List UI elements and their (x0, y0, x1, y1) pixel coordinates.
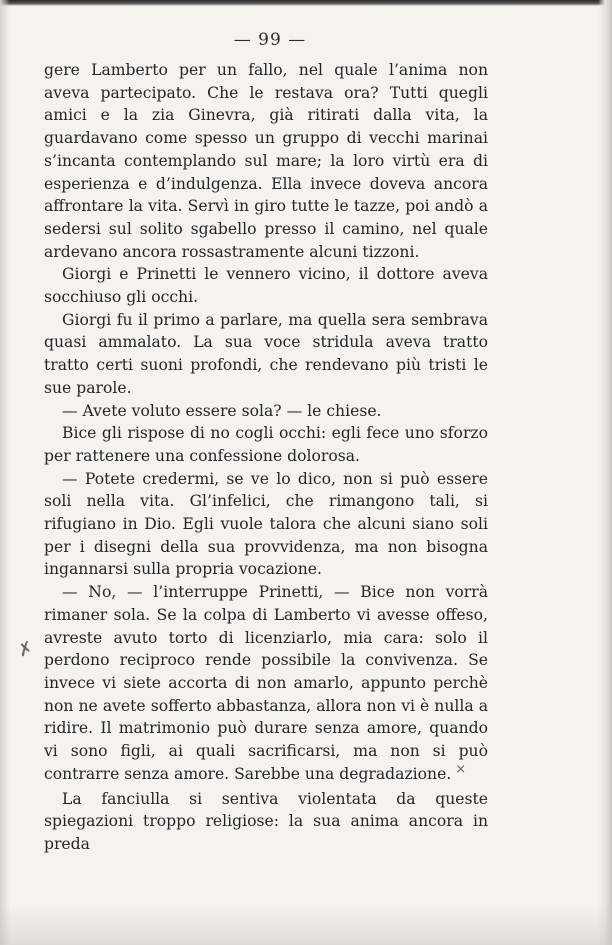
body-text (44, 59, 488, 856)
page-number: — 99 — (233, 30, 307, 50)
paragraph-5: Bice gli rispose di no cogli occhi: egli fece uno sforzo per rattenere una confessione dolorosa. (44, 424, 488, 465)
paragraph-4: — Avete voluto essere sola? — le chiese. (62, 401, 382, 420)
margin-pencil-mark: ✗ (14, 637, 37, 662)
bottom-scan-shadow (0, 905, 612, 945)
paragraph-2: Giorgi e Prinetti le vennero vicino, il dottore aveva socchiuso gli occhi. (44, 265, 488, 307)
paragraph-8: La fanciulla si sentiva violentata da queste spiegazioni troppo religiose: la sua anima ancora in preda (44, 789, 488, 853)
paragraph-7 (44, 581, 488, 787)
paragraph-6: — Potete credermi, se ve lo dico, non si può essere soli nella vita. Gl’infelici, che rimangono tali, si rifugiano in Dio. Egli vuole talora che alcuni siano soli per i disegni della sua provvidenza, ma non bisogna ingannarsi sulla propria vocazione. (44, 469, 488, 579)
inline-pencil-mark: × (455, 761, 467, 777)
paragraph-1: gere Lamberto per un fallo, nel quale l’anima non aveva partecipato. Che le restava ora? Tutti quegli amici e la zia Ginevra, già ritirati dalla vita, la guardavano come spesso un gruppo di vecchi marinai s’incanta contemplando sul mare; la loro virtù era di esperienza e d’indulgenza. Ella invece doveva ancora affrontare la vita. Servì in giro tutte le tazze, poi andò a sedersi sul solito sgabello presso il camino, nel quale ardevano ancora rossastramente alcuni tizzoni. (44, 61, 488, 261)
scan-edge-right (598, 0, 612, 945)
paragraph-7-text: — No, — l’interruppe Prinetti, — Bice non vorrà rimaner sola. Se la colpa di Lamberto vi avesse offeso, avreste avuto torto di licenziarlo, mia cara: solo il perdono reciproco rende possibile la convivenza. Se invece vi siete accorta di non amarlo, appunto perchè non ne avete sofferto abbastanza, allora non vi è nulla a ridire. Il matrimonio può durare senza amore, quando vi sono figli, ai quali sacrificarsi, ma non si può contrarre senza amore. Sarebbe una degradazione. (44, 583, 488, 783)
scan-edge-left (0, 0, 10, 945)
paragraph-3: Giorgi fu il primo a parlare, ma quella sera sembrava quasi ammalato. La sua voce stridula aveva tratto tratto certi suoni profondi, che rendevano più tristi le sue parole. (44, 310, 488, 397)
scan-edge-top (0, 0, 612, 6)
